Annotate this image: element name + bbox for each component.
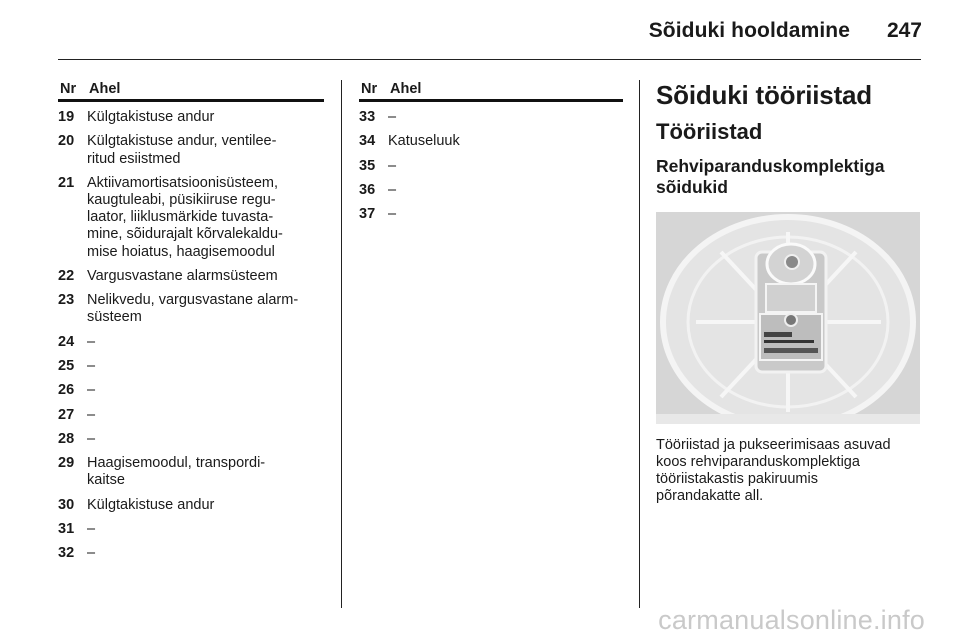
header-rule [58, 59, 921, 60]
header-title: Sõiduki hooldamine [648, 19, 850, 42]
circuit-description: – [87, 545, 96, 562]
fuse-number: 31 [58, 520, 75, 537]
col-nr-header: Nr [361, 81, 378, 97]
col-ahel-header: Ahel [390, 81, 422, 97]
table-row [359, 182, 623, 199]
table-row [58, 133, 324, 167]
page-number: 247 [886, 19, 922, 42]
fuse-number: 27 [58, 406, 75, 423]
fuse-table-left [58, 80, 324, 570]
circuit-description: – [388, 109, 397, 125]
table-row [58, 545, 324, 562]
circuit-description: Külgtakistuse andur, ventilee- ritud esiistmed [87, 133, 277, 167]
table-row [58, 431, 324, 448]
column-divider [341, 80, 342, 608]
page-header [0, 0, 960, 62]
fuse-number: 32 [58, 545, 75, 562]
table-body [58, 109, 324, 562]
circuit-description: – [87, 333, 96, 350]
column-divider [639, 80, 640, 608]
circuit-description: – [87, 406, 96, 423]
circuit-description: – [87, 382, 96, 399]
fuse-number: 25 [58, 358, 75, 374]
table-row [58, 292, 324, 326]
circuit-description: – [388, 206, 397, 223]
circuit-description: – [87, 430, 96, 447]
circuit-description: Vargusvastane alarmsüsteem [87, 267, 278, 284]
table-row [58, 358, 324, 375]
circuit-description: Aktiivamortisatsioonisüsteem, kaugtuleabi, püsikiiruse regu- laator, liiklusmärkide tuvasta- mine, sõidurajalt kõrvalekaldu- mise hoiatus, haagisemoodul [87, 174, 283, 260]
circuit-description: – [87, 520, 96, 537]
table-row [58, 521, 324, 538]
section-subtitle: Tööriistad [656, 119, 763, 144]
table-row [58, 407, 324, 424]
fuse-number: 33 [359, 109, 376, 125]
fuse-number: 34 [359, 133, 376, 150]
circuit-description: Külgtakistuse andur [87, 109, 215, 125]
fuse-table-right [359, 80, 623, 230]
fuse-number: 26 [58, 382, 75, 399]
fuse-number: 21 [58, 174, 75, 191]
fuse-number: 29 [58, 455, 75, 472]
fuse-number: 30 [58, 496, 75, 513]
fuse-number: 28 [58, 430, 75, 447]
circuit-description: Nelikvedu, vargusvastane alarm- süsteem [87, 292, 299, 326]
fuse-number: 35 [359, 157, 376, 174]
tools-section [656, 80, 926, 505]
table-row [359, 206, 623, 223]
col-nr-header: Nr [60, 81, 77, 97]
circuit-description: Haagisemoodul, transpordi- kaitse [87, 455, 266, 489]
table-row [359, 109, 623, 126]
fuse-number: 36 [359, 181, 376, 198]
table-row [58, 109, 324, 126]
circuit-description: – [87, 358, 96, 374]
fuse-number: 37 [359, 206, 376, 223]
section-title: Sõiduki tööriistad [656, 80, 872, 110]
table-header [58, 80, 324, 102]
fuse-number: 24 [58, 333, 75, 350]
col-ahel-header: Ahel [89, 81, 121, 97]
section-subsubtitle: Rehviparanduskomplektiga sõidukid [656, 156, 885, 197]
fuse-number: 19 [58, 109, 75, 125]
tool-box-illustration [656, 212, 920, 424]
fuse-number: 23 [58, 292, 75, 309]
table-header [359, 80, 623, 102]
section-body: Tööriistad ja pukseerimisaas asuvad koos rehviparanduskomplektiga tööriistakastis pakiruumis põrandakatte all. [656, 437, 891, 504]
tool-box-icon [656, 212, 920, 424]
fuse-number: 22 [58, 267, 75, 284]
fuse-number: 20 [58, 133, 75, 150]
circuit-description: Katuseluuk [388, 133, 460, 150]
table-row [58, 455, 324, 489]
circuit-description: – [388, 181, 397, 198]
circuit-description: – [388, 157, 397, 174]
table-row [58, 382, 324, 399]
circuit-description: Külgtakistuse andur [87, 496, 215, 513]
table-row [58, 497, 324, 514]
watermark: carmanualsonline.info [658, 605, 925, 635]
table-row [359, 133, 623, 150]
table-row [58, 268, 324, 285]
table-row [58, 175, 324, 261]
table-row [58, 334, 324, 351]
table-row [359, 158, 623, 175]
table-body [359, 109, 623, 223]
